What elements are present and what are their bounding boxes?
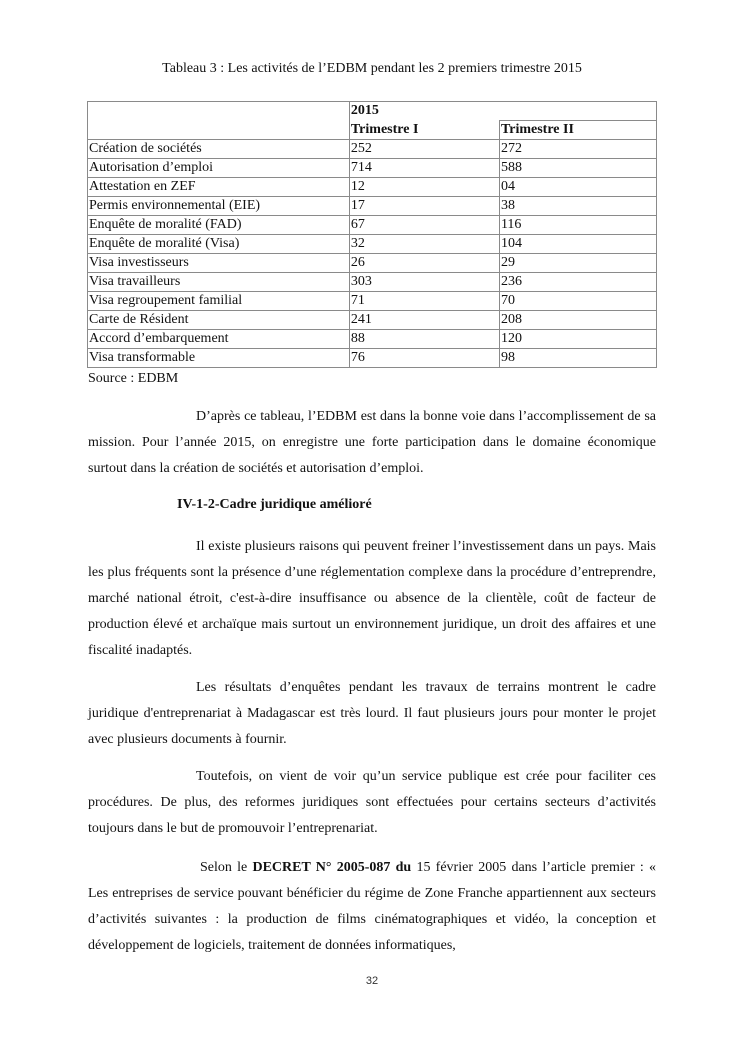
row-trimestre-1: 88	[349, 330, 499, 349]
row-trimestre-2: 70	[499, 292, 656, 311]
row-trimestre-2: 38	[499, 197, 656, 216]
row-trimestre-1: 67	[349, 216, 499, 235]
paragraph-1-text: D’après ce tableau, l’EDBM est dans la bonne voie dans l’accomplissement de sa mission. Pour l’année 2015, on enregistre une forte participation dans le domaine économique surtout dans la création de sociétés et autorisation d’emploi.	[88, 409, 656, 476]
row-label: Autorisation d’emploi	[88, 159, 350, 178]
paragraph-2	[88, 534, 656, 664]
row-trimestre-1: 17	[349, 197, 499, 216]
row-label: Visa regroupement familial	[88, 292, 350, 311]
row-trimestre-1: 71	[349, 292, 499, 311]
table-header-row-year	[88, 102, 657, 121]
table-row	[88, 254, 657, 273]
row-label: Accord d’embarquement	[88, 330, 350, 349]
header-trimestre-2: Trimestre II	[499, 121, 656, 140]
paragraph-5-post: 15 février 2005 dans l’article premier : « Les entreprises de service pouvant bénéficier du régime de Zone Franche appartiennent aux secteurs d’activités suivantes : la production de films cinématographiques et vidéo, la conception et développement de logiciels, traitement de données informatiques,	[88, 860, 656, 953]
row-label: Création de sociétés	[88, 140, 350, 159]
table-row	[88, 330, 657, 349]
row-trimestre-1: 12	[349, 178, 499, 197]
row-trimestre-1: 241	[349, 311, 499, 330]
row-trimestre-2: 98	[499, 349, 656, 368]
paragraph-5	[88, 855, 656, 959]
table-row	[88, 273, 657, 292]
row-trimestre-2: 116	[499, 216, 656, 235]
table-row	[88, 292, 657, 311]
paragraph-3	[88, 675, 656, 753]
paragraph-5-pre: Selon le	[200, 860, 253, 875]
row-label: Carte de Résident	[88, 311, 350, 330]
header-trimestre-1: Trimestre I	[349, 121, 499, 140]
row-label: Permis environnemental (EIE)	[88, 197, 350, 216]
paragraph-3-text: Les résultats d’enquêtes pendant les travaux de terrains montrent le cadre juridique d'entreprenariat à Madagascar est très lourd. Il faut plusieurs jours pour monter le projet avec plusieurs documents à fournir.	[88, 680, 656, 747]
paragraph-1	[88, 404, 656, 482]
decree-reference: DECRET N° 2005-087 du	[252, 860, 412, 875]
row-trimestre-2: 29	[499, 254, 656, 273]
activities-table	[87, 101, 657, 368]
row-trimestre-1: 714	[349, 159, 499, 178]
row-label: Visa transformable	[88, 349, 350, 368]
section-heading: IV-1-2-Cadre juridique amélioré	[177, 497, 372, 512]
table-row	[88, 140, 657, 159]
row-label: Enquête de moralité (Visa)	[88, 235, 350, 254]
row-trimestre-2: 208	[499, 311, 656, 330]
table-row	[88, 178, 657, 197]
table-row	[88, 159, 657, 178]
table-row	[88, 349, 657, 368]
table-row	[88, 216, 657, 235]
table-row	[88, 197, 657, 216]
row-trimestre-1: 26	[349, 254, 499, 273]
row-label: Enquête de moralité (FAD)	[88, 216, 350, 235]
row-label: Attestation en ZEF	[88, 178, 350, 197]
row-trimestre-2: 236	[499, 273, 656, 292]
header-empty-cell	[88, 102, 350, 140]
row-trimestre-1: 252	[349, 140, 499, 159]
row-trimestre-2: 104	[499, 235, 656, 254]
page-number: 32	[365, 975, 379, 987]
table-row	[88, 311, 657, 330]
paragraph-4	[88, 764, 656, 842]
row-label: Visa travailleurs	[88, 273, 350, 292]
table-caption: Tableau 3 : Les activités de l’EDBM pendant les 2 premiers trimestre 2015	[162, 61, 582, 76]
paragraph-2-text: Il existe plusieurs raisons qui peuvent freiner l’investissement dans un pays. Mais les plus fréquents sont la présence d’une réglementation complexe dans la procédure d’entreprendre, marché national étroit, c'est-à-dire insuffisance ou absence de la clientèle, coût de facteur de production élevé et archaïque mais surtout un environnement juridique, un droit des affaires et une fiscalité inadaptés.	[88, 539, 656, 658]
row-trimestre-2: 272	[499, 140, 656, 159]
table-row	[88, 235, 657, 254]
paragraph-4-text: Toutefois, on vient de voir qu’un service publique est crée pour faciliter ces procédures. De plus, des reformes juridiques sont effectuées pour certains secteurs d’activités toujours dans le but de promouvoir l’entreprenariat.	[88, 769, 656, 836]
row-label: Visa investisseurs	[88, 254, 350, 273]
row-trimestre-1: 303	[349, 273, 499, 292]
row-trimestre-1: 32	[349, 235, 499, 254]
header-year: 2015	[349, 102, 656, 121]
row-trimestre-2: 588	[499, 159, 656, 178]
table-source: Source : EDBM	[88, 371, 179, 386]
row-trimestre-1: 76	[349, 349, 499, 368]
row-trimestre-2: 04	[499, 178, 656, 197]
row-trimestre-2: 120	[499, 330, 656, 349]
